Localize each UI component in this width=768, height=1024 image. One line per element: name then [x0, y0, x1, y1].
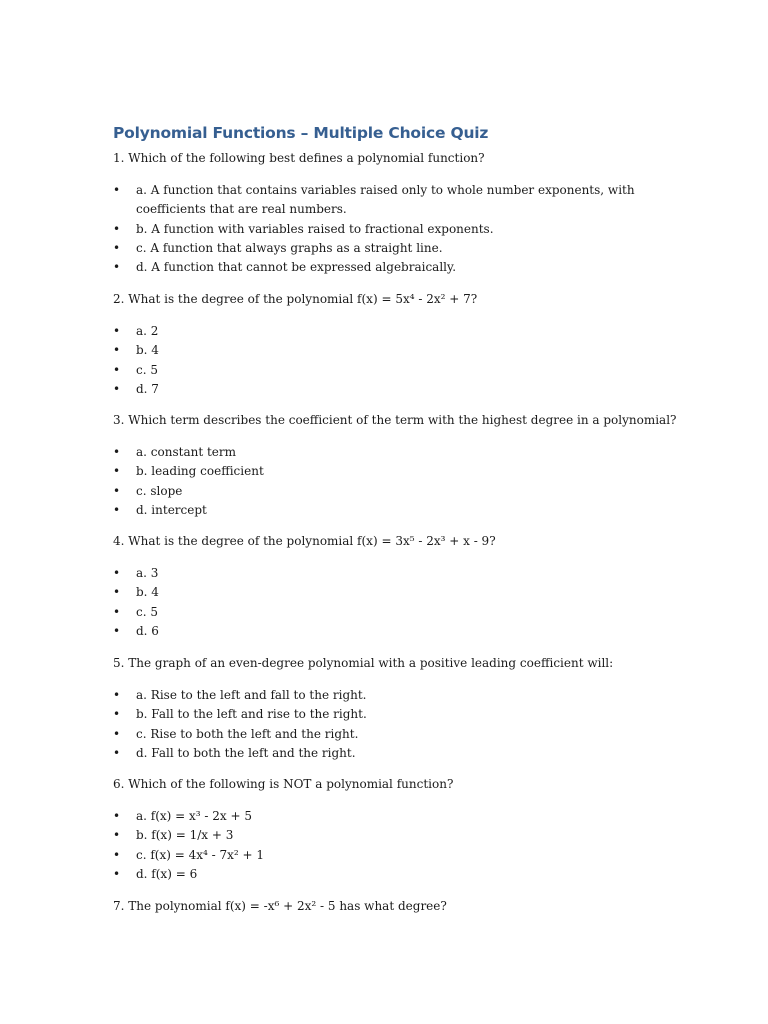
bullet-icon: •	[113, 566, 121, 580]
bullet-icon: •	[113, 688, 121, 702]
option-item	[113, 482, 673, 501]
option-item	[113, 322, 673, 341]
option-item	[113, 501, 673, 520]
bullet-icon: •	[113, 483, 121, 498]
question-3	[113, 411, 677, 520]
option-item	[113, 462, 673, 481]
bullet-icon: •	[113, 362, 121, 377]
option-text: c. 5	[136, 362, 158, 377]
bullet-icon: •	[113, 324, 121, 338]
question-5	[113, 654, 673, 763]
question-text: 3. Which term describes the coefficient of the term with the highest degree in a polynomial?	[113, 413, 677, 427]
option-item	[113, 622, 673, 641]
option-text: c. Rise to both the left and the right.	[136, 726, 359, 741]
bullet-icon: •	[113, 502, 121, 517]
option-text: b. f(x) = 1/x + 3	[136, 828, 234, 843]
option-text: a. A function that contains variables raised only to whole number exponents, with coefficients that are real numbers.	[136, 183, 635, 217]
option-item	[113, 181, 673, 220]
option-item	[113, 686, 673, 705]
option-item	[113, 564, 673, 583]
option-item	[113, 603, 673, 622]
option-item	[113, 341, 673, 360]
option-text: c. slope	[136, 483, 183, 498]
question-text: 5. The graph of an even-degree polynomial with a positive leading coefficient will:	[113, 656, 614, 670]
bullet-icon: •	[113, 585, 121, 600]
bullet-icon: •	[113, 221, 121, 236]
bullet-icon: •	[113, 464, 121, 479]
option-item	[113, 807, 673, 826]
bullet-icon: •	[113, 707, 121, 722]
option-text: b. A function with variables raised to fractional exponents.	[136, 221, 494, 236]
question-text: 1. Which of the following best defines a polynomial function?	[113, 151, 485, 165]
option-text: a. Rise to the left and fall to the right.	[136, 688, 367, 702]
bullet-icon: •	[113, 240, 121, 255]
option-list	[113, 443, 673, 520]
bullet-icon: •	[113, 445, 121, 459]
document-title: Polynomial Functions – Multiple Choice Quiz	[113, 124, 489, 142]
question-2	[113, 290, 673, 399]
option-text: a. 3	[136, 566, 159, 580]
option-text: c. 5	[136, 604, 158, 619]
option-text: b. 4	[136, 343, 159, 358]
option-text: d. 6	[136, 623, 159, 638]
option-list	[113, 322, 673, 399]
option-text: d. A function that cannot be expressed algebraically.	[136, 260, 457, 275]
bullet-icon: •	[113, 343, 121, 358]
option-list	[113, 807, 673, 884]
option-item	[113, 744, 673, 763]
question-text: 2. What is the degree of the polynomial f(x) = 5x⁴ - 2x² + 7?	[113, 292, 478, 306]
question-text: 4. What is the degree of the polynomial f(x) = 3x⁵ - 2x³ + x - 9?	[113, 534, 496, 548]
question-text: 7. The polynomial f(x) = -x⁶ + 2x² - 5 has what degree?	[113, 899, 447, 913]
option-text: c. A function that always graphs as a straight line.	[136, 240, 443, 255]
option-item	[113, 583, 673, 602]
bullet-icon: •	[113, 260, 121, 275]
bullet-icon: •	[113, 828, 121, 843]
bullet-icon: •	[113, 604, 121, 619]
option-item	[113, 826, 673, 845]
option-item	[113, 220, 673, 239]
option-list	[113, 686, 673, 763]
option-text: a. constant term	[136, 445, 236, 459]
option-item	[113, 239, 673, 258]
option-text: b. Fall to the left and rise to the right.	[136, 707, 367, 722]
option-item	[113, 443, 673, 462]
option-item	[113, 865, 673, 884]
bullet-icon: •	[113, 847, 121, 862]
question-7	[113, 897, 673, 916]
question-1	[113, 149, 673, 277]
option-list	[113, 564, 673, 641]
option-item	[113, 705, 673, 724]
bullet-icon: •	[113, 866, 121, 881]
bullet-icon: •	[113, 726, 121, 741]
bullet-icon: •	[113, 809, 121, 823]
option-item	[113, 258, 673, 277]
option-text: d. f(x) = 6	[136, 866, 198, 881]
bullet-icon: •	[113, 623, 121, 638]
option-list	[113, 181, 673, 277]
bullet-icon: •	[113, 183, 121, 197]
bullet-icon: •	[113, 745, 121, 760]
question-4	[113, 532, 673, 641]
option-text: d. 7	[136, 381, 159, 396]
question-text: 6. Which of the following is NOT a polynomial function?	[113, 777, 454, 791]
option-text: c. f(x) = 4x⁴ - 7x² + 1	[136, 847, 265, 862]
option-text: a. f(x) = x³ - 2x + 5	[136, 809, 253, 823]
option-text: d. intercept	[136, 502, 207, 517]
option-text: b. leading coefficient	[136, 464, 264, 479]
bullet-icon: •	[113, 381, 121, 396]
option-item	[113, 846, 673, 865]
option-item	[113, 725, 673, 744]
option-item	[113, 361, 673, 380]
option-text: a. 2	[136, 324, 159, 338]
option-text: d. Fall to both the left and the right.	[136, 745, 356, 760]
option-item	[113, 380, 673, 399]
question-6	[113, 775, 673, 884]
option-text: b. 4	[136, 585, 159, 600]
